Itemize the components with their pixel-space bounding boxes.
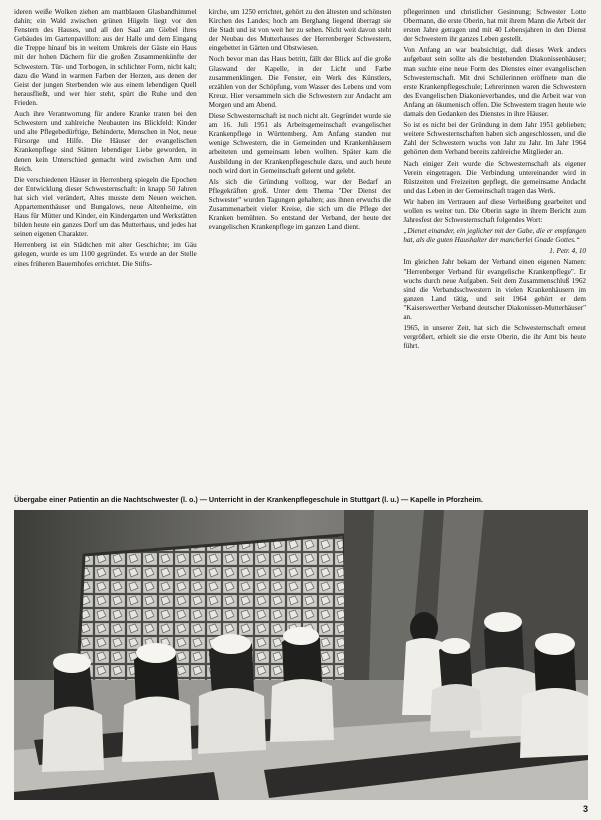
photo-caption: Übergabe einer Patientin an die Nachtschwester (l. o.) — Unterricht in der Krankenpflegeschule in Stuttgart (l. u.) — Kapelle in Pforzheim. bbox=[14, 495, 483, 504]
paragraph: Nach einiger Zeit wurde die Schwesternschaft als eigener Verein eingetragen. Die Verbindung untereinander wird in Rüstzeiten und Freizeiten gepflegt, die gemeinsame Andacht und das Leben in der Gemeinschaft tragen das Werk. bbox=[403, 159, 586, 195]
paragraph: 1965, in unserer Zeit, hat sich die Schwesternschaft erneut vergrößert, erhielt sie die erste Oberin, die ihr Amt bis heute führt. bbox=[403, 324, 586, 351]
bible-quote: „Dienet einander, ein jeglicher mit der Gabe, die er empfangen hat, als die guten Haushalter der mancherlei Gnade Gottes.“ bbox=[403, 227, 586, 245]
article-column-3 bbox=[403, 8, 586, 491]
paragraph: Wir haben im Vertrauen auf diese Verheißung gearbeitet und wollen es weiter tun. Die Oberin sagte in ihrem Bericht zum Jahresfest der Schwesternschaft folgendes Wort: bbox=[403, 197, 586, 225]
article-body bbox=[14, 8, 586, 491]
paragraph: Die verschiedenen Häuser in Herrenberg spiegeln die Epochen der Entwicklung dieser Schwesternschaft: in knapp 50 Jahren hat sich viel verändert, Altes musste dem Neuen weichen. Appartementhäuser und Bungalows, neue Altenheime, ein Haus für Mütter und Kinder, ein Kindergarten und Werkstätten bilden heute ein ganzes Dorf um das Mutterhaus, und jedes hat seinen eigenen Charakter. bbox=[14, 175, 197, 239]
paragraph: Als sich die Gründung vollzog, war der Bedarf an Pflegekräften groß. Unter dem Thema "Der Dienst der Schwester" wurden Tagungen gehalten; aus ihnen erwuchs die Zusammenarbeit vieler Kreise, die sich um die Pflege der Kranken bemühten. So entstand der Verband, der heute der evangelischen Krankenpflege im ganzen Land dient. bbox=[208, 177, 392, 232]
paragraph: So ist es nicht bei der Gründung in dem Jahr 1951 geblieben; weitere Schwesternschaften haben sich angeschlossen, und die Zahl der Schwestern wuchs von Jahr zu Jahr. Im Jahr 1964 gehörten dem Verband bereits zahlreiche Mitglieder an. bbox=[403, 121, 586, 157]
paragraph: Noch bevor man das Haus betritt, fällt der Blick auf die große Glaswand der Kapelle, in der Licht und Farbe zusammenklingen. Die Fenster, ein Werk des Künstlers, erzählen von der Schöpfung, vom Wasser des Lebens und vom Kreuz. Hier versammeln sich die Schwestern zur Andacht am Morgen und am Abend. bbox=[208, 55, 392, 109]
classroom-illustration bbox=[14, 510, 588, 800]
page-number: 3 bbox=[582, 804, 588, 814]
article-column-2 bbox=[209, 8, 392, 491]
paragraph: Herrenberg ist ein Städtchen mit alter Geschichte; im Gäu gelegen, wurde es um 1100 gegründet. Es wurde an der Stelle eines früheren Bauernhofes errichtet. Die Stifts- bbox=[14, 241, 197, 268]
paragraph: kirche, um 1250 errichtet, gehört zu den ältesten und schönsten Kirchen des Landes; hoch am Berghang liegend überragt sie die Stadt und ist von weit her zu sehen. Nicht weit davon steht der Neubau des Mutterhauses der Herrenberger Schwestern, eingebettet in Gärten und Obstwiesen. bbox=[208, 8, 392, 53]
paragraph: Von Anfang an war beabsichtigt, daß dieses Werk anders aufgebaut sein sollte als die bestehenden Diakonissenhäuser; man suchte eine neue Form des Dienstes einer evangelischen Schwesternschaft. Mit drei Schülerinnen eröffnete man die erste Krankenpflegeschule; Lehrerinnen waren die Schwestern des Evangelischen Diakonieverbandes, und die Arbeit war von Anfang an ökumenisch offen. Die Schwestern tragen heute wie damals den Gedanken des Dienstes in ihre Häuser. bbox=[403, 46, 586, 119]
paragraph: Im gleichen Jahr bekam der Verband einen eigenen Namen: "Herrenberger Verband für evangelische Krankenpflege". Er wuchs durch neue Aufgaben. Seit dem Zusammenschluß 1962 sind die Verbandsschwestern in vielen Krankenhäusern im ganzen Land tätig, und seit 1964 gehört er dem "Kaiserswerther Verband deutscher Diakonissen-Mutterhäuser" an. bbox=[403, 258, 586, 321]
paragraph: pflegerinnen und christlicher Gesinnung; Schwester Lotte Obermann, die erste Oberin, hat mit ihrem Mann die Arbeit der ersten Jahre getragen und mit 40 Lebensjahren in den Dienst der Schwestern ihr ganzes Leben gestellt. bbox=[403, 8, 586, 44]
paragraph: ideren weiße Wolken ziehen am mattblauen Glasbandhimmel dahin; ein Wald zwischen grünen Hügeln liegt vor den Fenstern des Hauses, und all den Saal am Giebel ihres Gebäudes im Gartenpavillon: aus der Halle und dem Eingang die Treppe hinauf bis in weitem Umkreis der Gäste ein Haus mit der hohen Dächern für die großen Zusammenkünfte der Schwestern. Tür- und Torbogen, in schlichter Form, nicht kalt; dazu die Wand in warmen Farben der Herzen, aus denen der Geist der jungen Sterbenden wie aus einem lebendigen Quell herausfließt, und wer hier steht, spürt die Ruhe und den Frieden. bbox=[14, 8, 197, 107]
bible-quote-reference: 1. Petr. 4, 10 bbox=[549, 247, 586, 256]
article-column-1 bbox=[14, 8, 197, 491]
paragraph: Auch ihre Verantwortung für andere Kranke traten bei den Schwestern und zahlreiche Neubauten ins Blickfeld: Kinder und alte Pflegebedürftige, Behinderte, Menschen in Not, neue Fürsorge und Hilfe. Die Häuser der evangelischen Krankenpflege sind Stätten lebendiger Liebe geworden, in denen kein Unterschied gemacht wird zwischen Arm und Reich. bbox=[14, 110, 197, 173]
paragraph: Diese Schwesternschaft ist noch nicht alt. Gegründet wurde sie am 16. Juli 1951 als Arbeitsgemeinschaft evangelischer Krankenpflege in Württemberg. Am Anfang standen nur wenige Schwestern, die in Gemeinden und Krankenhäusern arbeiteten und gemeinsam leben wollten. Später kam die Ausbildung in der Krankenpflegeschule dazu, und auch heute noch wird dort in Gemeinschaft gelernt und gelebt. bbox=[208, 112, 392, 175]
classroom-photo bbox=[14, 510, 588, 800]
